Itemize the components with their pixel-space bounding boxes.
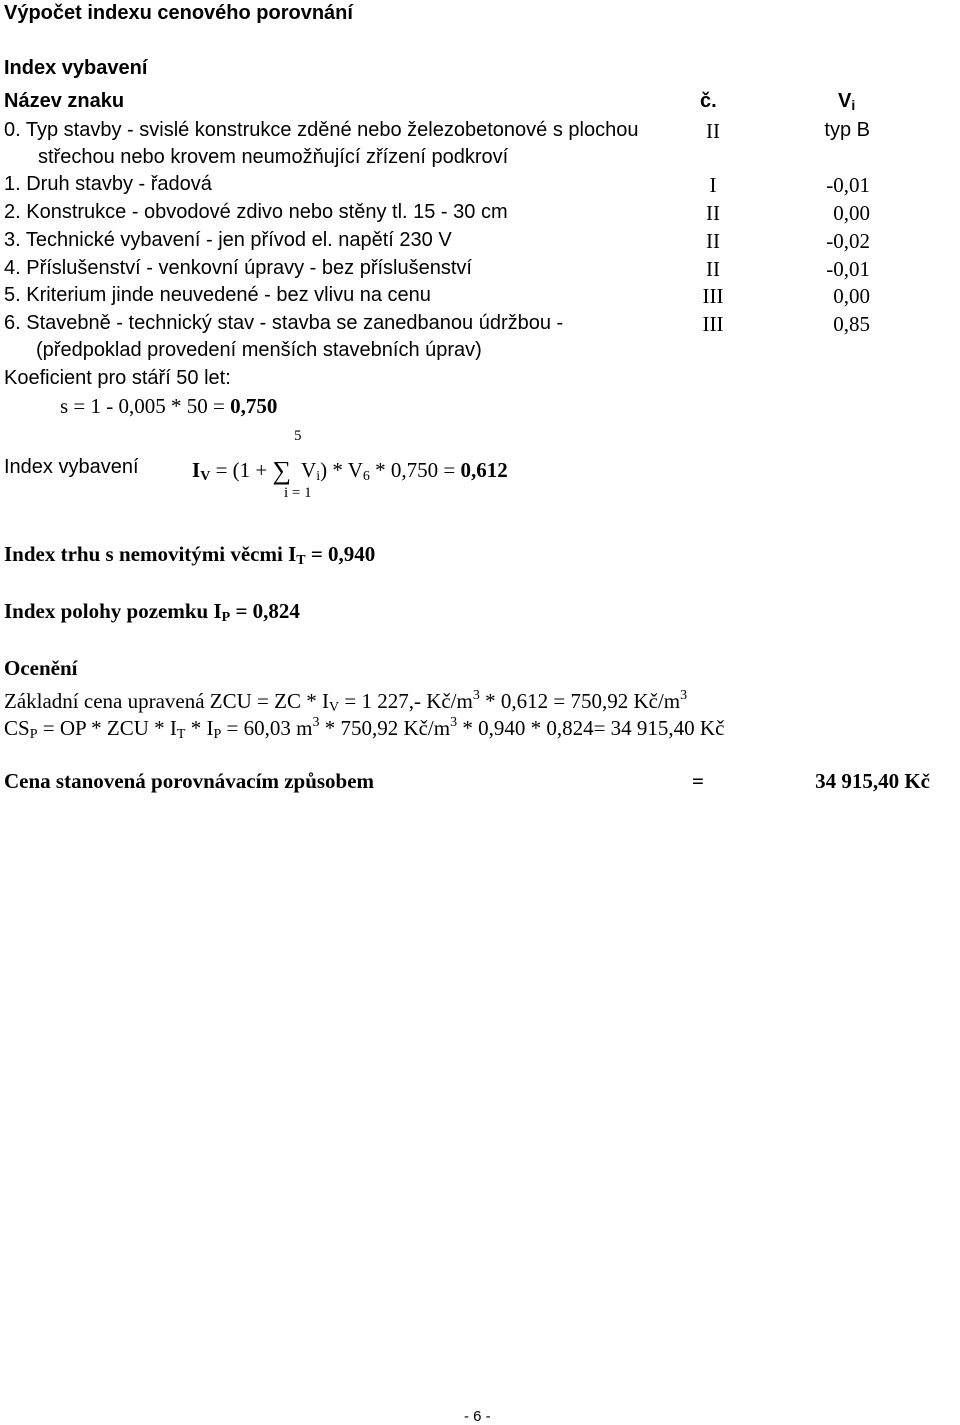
age-label: Koeficient pro stáří 50 let: bbox=[4, 367, 231, 389]
section-equipment-title: Index vybavení bbox=[4, 57, 148, 79]
row-0-value: typ B bbox=[824, 119, 870, 141]
valuation-line-1: Základní cena upravená ZCU = ZC * $I_V = 1$ 227,- $Kč/m^3 * 0,612 = 750,92$ $Kč/m^3$ bbox=[4, 688, 688, 715]
age-result: 0,750 bbox=[230, 394, 278, 418]
header-name: Název znaku bbox=[4, 90, 125, 112]
row-6-roman: III bbox=[702, 312, 724, 336]
row-2-value: 0,00 bbox=[833, 201, 870, 225]
row-1-roman: I bbox=[709, 173, 717, 197]
row-0-label: 0. Typ stavby - svislé konstrukce zděné nebo železobetonové s plochou bbox=[4, 119, 639, 141]
sum-lower-limit: i = 1 bbox=[284, 485, 312, 501]
row-6-label: 6. Stavebně - technický stav - stavba se zanedbanou údržbou - bbox=[4, 312, 564, 334]
row-5-label: 5. Kriterium jinde neuvedené - bez vlivu na cenu bbox=[4, 284, 431, 306]
row-4-value: -0,01 bbox=[826, 257, 870, 281]
equipment-index-formula: $I_V = (1$ + ∑ $V_i) * V_6 * 0,750 = 0,612$ bbox=[192, 456, 508, 485]
row-5-value: 0,00 bbox=[833, 284, 870, 308]
valuation-line-2: $CS_P$ = OP * ZCU * $I_T * I_P = 60,03$ $m^3 * 750,92$ $Kč/m^3 * 0,940 * 0,824= 34$ 915,40 Kč bbox=[4, 715, 725, 742]
row-6-value: 0,85 bbox=[833, 312, 870, 336]
final-price-equals: = bbox=[692, 769, 704, 793]
row-2-roman: II bbox=[706, 201, 720, 225]
header-no: č. bbox=[700, 90, 717, 112]
row-5-roman: III bbox=[702, 284, 724, 308]
row-4-roman: II bbox=[706, 257, 720, 281]
page-number: - 6 - bbox=[464, 1408, 491, 1425]
final-price-label: Cena stanovená porovnávacím způsobem bbox=[4, 769, 375, 793]
equipment-index-label: Index vybavení bbox=[4, 456, 139, 478]
final-price-value: 34 915,40 Kč bbox=[815, 769, 930, 793]
market-index: Index trhu s nemovitými věcmi $I_T = 0,940$ bbox=[4, 542, 376, 568]
row-6-label-cont: (předpoklad provedení menších stavebních úprav) bbox=[36, 339, 482, 361]
sum-upper-limit: 5 bbox=[294, 428, 302, 444]
age-formula: s = 1 - 0,005 * 50 = 0,750 bbox=[60, 394, 278, 418]
page-heading: Výpočet indexu cenového porovnání bbox=[4, 2, 353, 24]
row-0-roman: II bbox=[706, 119, 720, 143]
row-2-label: 2. Konstrukce - obvodové zdivo nebo stěny tl. 15 - 30 cm bbox=[4, 201, 508, 223]
row-3-label: 3. Technické vybavení - jen přívod el. napětí 230 V bbox=[4, 229, 452, 251]
header-vi: $V_i$ bbox=[838, 90, 856, 113]
row-1-value: -0,01 bbox=[826, 173, 870, 197]
equipment-index-result: 0,612 bbox=[460, 458, 508, 482]
valuation-title: Ocenění bbox=[4, 656, 78, 680]
row-4-label: 4. Příslušenství - venkovní úpravy - bez příslušenství bbox=[4, 257, 472, 279]
row-0-label-cont: střechou nebo krovem neumožňující zřízení podkroví bbox=[38, 146, 509, 168]
location-index: Index polohy pozemku $I_P = 0,824$ bbox=[4, 599, 300, 625]
row-3-value: -0,02 bbox=[826, 229, 870, 253]
row-3-roman: II bbox=[706, 229, 720, 253]
row-1-label: 1. Druh stavby - řadová bbox=[4, 173, 212, 195]
sum-symbol: ∑ bbox=[272, 456, 292, 485]
